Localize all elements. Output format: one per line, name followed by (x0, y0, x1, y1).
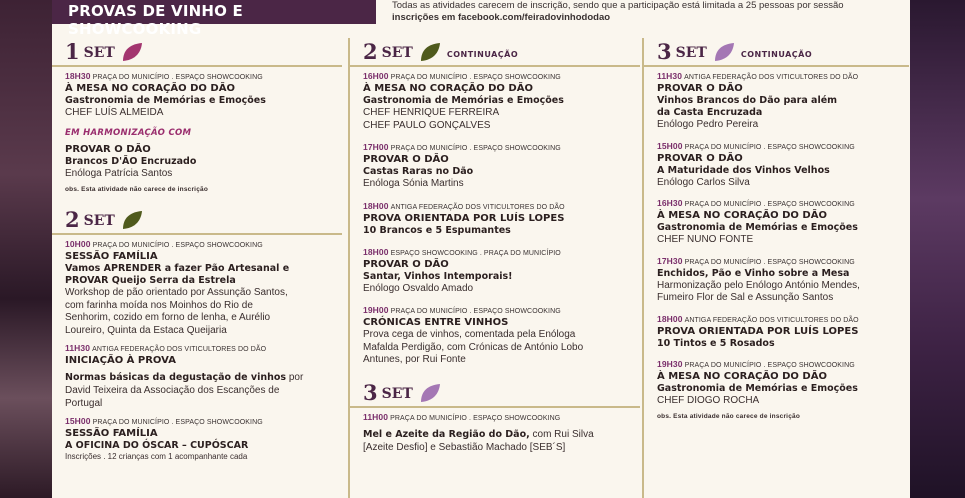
event-subtitle: Vamos APRENDER a fazer Pão Artesanal e (65, 263, 290, 274)
event-text: Enólogo Osvaldo Amado (363, 282, 474, 294)
event-text: Enóloga Sónia Martins (363, 178, 464, 189)
event-subtitle-line (65, 367, 342, 385)
left-background-photo (0, 0, 52, 498)
event-item (657, 359, 909, 408)
column-2 (350, 36, 640, 454)
event-meta (65, 71, 342, 83)
event-meta (657, 314, 909, 326)
event-title: SESSÃO FAMÍLIA (65, 251, 158, 262)
event-subtitle: A Maturidade dos Vinhos Velhos (657, 164, 830, 176)
event-item (65, 343, 342, 410)
event-item (363, 305, 640, 367)
day-heading-2-set-continued (363, 36, 640, 62)
event-time: 19H30 (657, 358, 683, 369)
event-meta (363, 305, 640, 317)
event-time: 11H30 (65, 343, 91, 353)
day-rule (350, 65, 640, 67)
event-title: À MESA NO CORAÇÃO DO DÃO (657, 210, 827, 221)
event-text: CHEF LUÍS ALMEIDA (65, 107, 164, 118)
event-meta (657, 198, 909, 210)
event-subtitle: Santar, Vinhos Intemporais! (363, 270, 513, 282)
event-place: PRAÇA DO MUNICÍPIO . ESPAÇO SHOWCOOKING (684, 201, 855, 208)
event-time: 18H00 (363, 200, 389, 211)
event-text: Harmonização pelo Enólogo António Mendes, (657, 279, 860, 291)
leaf-icon (121, 42, 143, 62)
continuation-label: CONTINUAÇÃO (740, 50, 813, 59)
harmonization-label: EM HARMONIZAÇÃO COM (65, 127, 192, 138)
event-item (363, 247, 640, 296)
event-title: PROVAR O DÃO (65, 143, 151, 155)
day-number: 2 (65, 207, 80, 232)
event-title: CRÓNICAS ENTRE VINHOS (363, 317, 509, 328)
event-time: 18H30 (65, 71, 91, 81)
event-meta (363, 247, 640, 259)
event-text: David Teixeira da Associação dos Escanções de (65, 385, 280, 396)
event-time: 15H00 (65, 416, 91, 426)
event-place: PRAÇA DO MUNICÍPIO . ESPAÇO SHOWCOOKING (684, 143, 855, 151)
event-item (65, 416, 342, 462)
event-item (65, 239, 342, 337)
leaf-icon (419, 383, 441, 403)
event-text: Antunes, por Rui Fonte (363, 354, 466, 365)
registration-note (392, 0, 892, 23)
event-place: PRAÇA DO MUNICÍPIO . ESPAÇO SHOWCOOKING (92, 242, 263, 249)
event-text: CHEF HENRIQUE FERREIRA (363, 107, 500, 118)
day-heading-2-set (65, 204, 342, 230)
event-item (363, 142, 640, 191)
event-item (363, 71, 640, 132)
leaf-icon (419, 42, 441, 62)
event-item (657, 141, 909, 190)
day-month: SET (381, 385, 413, 402)
event-meta (363, 71, 640, 83)
event-time: 18H00 (363, 246, 389, 257)
event-title: À MESA NO CORAÇÃO DO DÃO (363, 83, 533, 94)
registration-note-line1: Todas as atividades carecem de inscrição, sendo que a participação está limitada a 25 pessoas por sessão (392, 0, 844, 11)
day-number: 3 (657, 39, 672, 64)
event-subtitle: Mel e Azeite da Região do Dão, (363, 428, 530, 440)
day-rule (52, 65, 342, 67)
event-title: PROVAR O DÃO (363, 258, 449, 270)
event-subtitle: Gastronomia de Memórias e Emoções (657, 222, 858, 233)
right-background-photo (905, 0, 965, 498)
event-title: À MESA NO CORAÇÃO DO DÃO (657, 370, 827, 382)
day-month: SET (675, 45, 707, 61)
event-meta (363, 201, 640, 213)
event-time: 17H30 (657, 255, 683, 266)
event-text: Fumeiro Flor de Sal e Assunção Santos (657, 292, 834, 303)
event-place: PRAÇA DO MUNICÍPIO . ESPAÇO SHOWCOOKING (92, 419, 263, 426)
event-text: Enóloga Patrícia Santos (65, 167, 173, 179)
event-item (65, 144, 342, 181)
event-time: 19H00 (363, 305, 389, 315)
day-number: 1 (65, 39, 80, 64)
event-title: À MESA NO CORAÇÃO DO DÃO (65, 83, 235, 94)
event-subtitle: 10 Tintos e 5 Rosados (657, 337, 775, 349)
event-text: Prova cega de vinhos, comentada pela Enóloga (363, 329, 576, 340)
day-rule (52, 233, 342, 235)
event-text: por (286, 372, 304, 383)
event-subtitle: PROVAR Queijo Serra da Estrela (65, 275, 236, 286)
event-meta (657, 141, 909, 153)
event-meta (65, 343, 342, 355)
leaf-icon (121, 210, 143, 230)
event-text: [Azeite Desfio] e Sebastião Machado [SEB´S] (363, 441, 566, 453)
event-time: 15H00 (657, 140, 683, 151)
event-item (657, 256, 909, 305)
event-place: ESPAÇO SHOWCOOKING . PRAÇA DO MUNICÍPIO (390, 249, 561, 257)
event-time: 17H00 (363, 142, 389, 152)
event-text: com farinha moída nos Moinhos do Rio de (65, 299, 253, 311)
event-time: 18H00 (657, 313, 683, 324)
day-month: SET (381, 45, 413, 61)
event-place: ANTIGA FEDERAÇÃO DOS VITICULTORES DO DÃO (92, 346, 267, 353)
event-meta (657, 359, 909, 371)
event-subtitle: A OFICINA DO ÓSCAR – CUPÓSCAR (65, 440, 249, 451)
column-3 (644, 36, 909, 421)
event-text: Mafalda Perdigão, com Crónicas de António Lobo (363, 341, 584, 353)
event-subtitle: Normas básicas da degustação de vinhos (65, 372, 287, 383)
event-title: PROVAR O DÃO (657, 83, 743, 94)
day-rule (644, 65, 909, 67)
event-subtitle-line (363, 424, 640, 442)
event-title: PROVAR O DÃO (657, 152, 743, 164)
event-text: Senhorim, cozido em forno de lenha, e Aurélio (65, 312, 271, 323)
event-text: CHEF DIOGO ROCHA (657, 394, 760, 406)
observation-note: obs. Esta atividade não carece de inscrição (65, 186, 208, 193)
event-meta (65, 416, 342, 428)
event-meta (65, 239, 342, 251)
event-subtitle: Castas Raras no Dão (363, 166, 474, 177)
column-1 (52, 36, 342, 462)
event-place: PRAÇA DO MUNICÍPIO . ESPAÇO SHOWCOOKING (92, 74, 263, 81)
day-heading-3-set (363, 377, 640, 403)
event-text: CHEF NUNO FONTE (657, 234, 754, 245)
event-place: PRAÇA DO MUNICÍPIO . ESPAÇO SHOWCOOKING (684, 361, 855, 369)
day-heading-3-set-continued (657, 36, 909, 62)
section-title: PROVAS DE VINHO E SHOWCOOKING (52, 0, 376, 24)
day-number: 3 (363, 379, 378, 405)
event-text: com Rui Silva (529, 428, 594, 440)
event-text: Enólogo Pedro Pereira (657, 119, 759, 130)
event-title: PROVA ORIENTADA POR LUÍS LOPES (363, 212, 565, 224)
observation-note: obs. Esta atividade não carece de inscrição (657, 413, 800, 420)
event-subtitle: Brancos D'ÃO Encruzado (65, 155, 197, 167)
event-place: ANTIGA FEDERAÇÃO DOS VITICULTORES DO DÃO (390, 203, 565, 211)
event-title: INICIAÇÃO À PROVA (65, 355, 176, 366)
event-time: 11H00 (363, 411, 389, 422)
event-meta (657, 256, 909, 268)
event-meta (657, 71, 909, 83)
event-time: 10H00 (65, 239, 91, 249)
event-item (657, 71, 909, 132)
day-month: SET (83, 45, 115, 61)
event-place: ANTIGA FEDERAÇÃO DOS VITICULTORES DO DÃO (684, 74, 859, 81)
event-subtitle: 10 Brancos e 5 Espumantes (363, 224, 511, 236)
event-text: Loureiro, Quinta da Estaca Queijaria (65, 324, 227, 336)
event-title: PROVAR O DÃO (363, 154, 449, 165)
event-place: PRAÇA DO MUNICÍPIO . ESPAÇO SHOWCOOKING (390, 74, 561, 81)
event-place: PRAÇA DO MUNICÍPIO . ESPAÇO SHOWCOOKING (390, 145, 561, 152)
event-title: PROVA ORIENTADA POR LUÍS LOPES (657, 325, 859, 337)
day-heading-1-set (65, 36, 342, 62)
event-time: 16H00 (363, 71, 389, 81)
event-time: 11H30 (657, 71, 683, 81)
event-text: CHEF PAULO GONÇALVES (363, 119, 491, 131)
leaf-icon (713, 42, 735, 62)
day-number: 2 (363, 39, 378, 64)
event-small-text: Inscrições . 12 crianças com 1 acompanhante cada (65, 452, 248, 461)
event-meta (363, 142, 640, 154)
event-item (363, 412, 640, 455)
event-meta (363, 412, 640, 424)
event-place: PRAÇA DO MUNICÍPIO . ESPAÇO SHOWCOOKING (684, 258, 855, 266)
event-time: 16H30 (657, 198, 683, 208)
event-subtitle: Vinhos Brancos do Dão para além (657, 95, 838, 106)
event-item (363, 201, 640, 237)
event-item (657, 314, 909, 350)
event-place: PRAÇA DO MUNICÍPIO . ESPAÇO SHOWCOOKING (390, 308, 561, 315)
event-text: Portugal (65, 397, 103, 409)
continuation-label: CONTINUAÇÃO (446, 50, 519, 59)
day-month: SET (83, 213, 115, 229)
event-subtitle: Gastronomia de Memórias e Emoções (65, 95, 266, 106)
event-text: Enólogo Carlos Silva (657, 176, 750, 188)
event-item (657, 198, 909, 247)
event-title: SESSÃO FAMÍLIA (65, 428, 158, 439)
registration-link[interactable]: inscrições em facebook.com/feiradovinhododao (392, 11, 611, 23)
event-subtitle: Gastronomia de Memórias e Emoções (363, 95, 564, 106)
event-subtitle: Gastronomia de Memórias e Emoções (657, 382, 858, 394)
event-place: PRAÇA DO MUNICÍPIO . ESPAÇO SHOWCOOKING (390, 414, 561, 422)
event-subtitle: Enchidos, Pão e Vinho sobre a Mesa (657, 267, 850, 279)
event-subtitle: da Casta Encruzada (657, 107, 763, 118)
event-item (65, 71, 342, 120)
day-rule (350, 406, 640, 408)
event-place: ANTIGA FEDERAÇÃO DOS VITICULTORES DO DÃO (684, 316, 859, 324)
event-text: Workshop de pão orientado por Assunção Santos, (65, 287, 288, 298)
